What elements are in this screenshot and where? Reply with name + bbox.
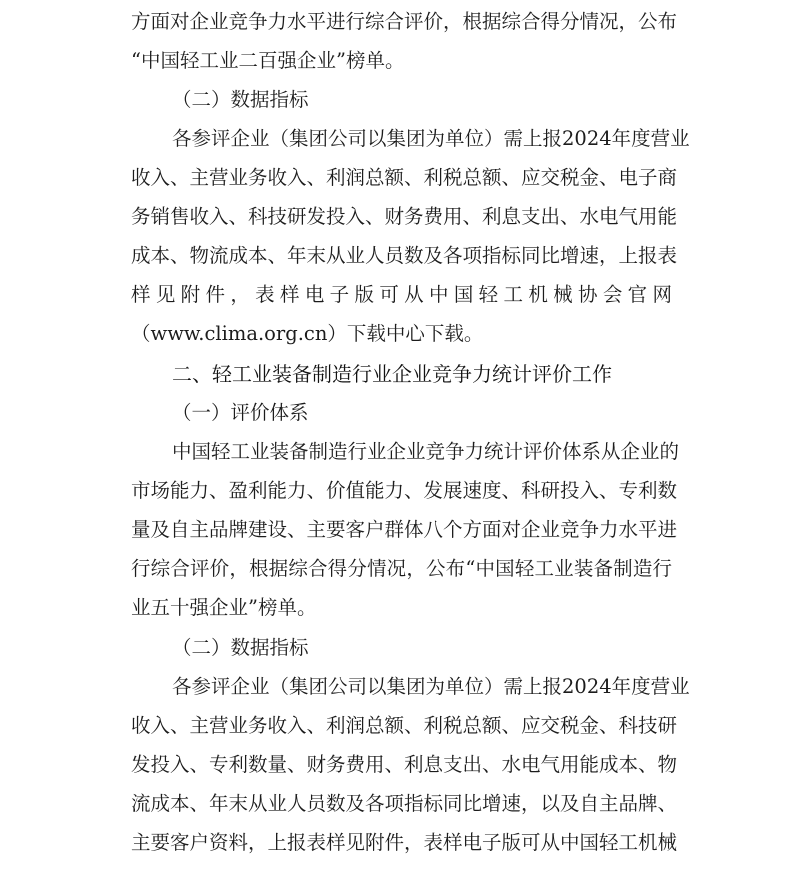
section-heading: 二、轻工业装备制造行业企业竞争力统计评价工作	[172, 362, 612, 386]
body-text-line: 发投入、专利数量、财务费用、利息支出、水电气用能成本、物	[131, 753, 678, 776]
body-text-line: 量及自主品牌建设、主要客户群体八个方面对企业竞争力水平进	[131, 518, 678, 541]
body-text-line: 行综合评价，根据综合得分情况，公布“中国轻工业装备制造行	[131, 557, 672, 580]
section-subheading: （二）数据指标	[172, 88, 309, 111]
section-subheading: （一）评价体系	[172, 401, 309, 424]
section-subheading: （二）数据指标	[172, 636, 309, 659]
body-text-line: 成本、物流成本、年末从业人员数及各项指标同比增速，上报表	[131, 244, 678, 267]
body-text-line: 主要客户资料，上报表样见附件，表样电子版可从中国轻工机械	[131, 831, 678, 854]
body-text-line: 市场能力、盈利能力、价值能力、发展速度、科研投入、专利数	[131, 479, 678, 502]
body-text-line: 方面对企业竞争力水平进行综合评价，根据综合得分情况，公布	[131, 10, 678, 33]
body-text-line: 流成本、年末从业人员数及各项指标同比增速，以及自主品牌、	[131, 792, 678, 815]
body-text-line: 务销售收入、科技研发投入、财务费用、利息支出、水电气用能	[131, 205, 678, 228]
body-text-line: 各参评企业（集团公司以集团为单位）需上报2024年度营业	[172, 675, 690, 698]
body-text-line: 中国轻工业装备制造行业企业竞争力统计评价体系从企业的	[172, 440, 680, 463]
body-text-line: 业五十强企业”榜单。	[131, 596, 317, 619]
body-text-line: （www.clima.org.cn）下载中心下载。	[131, 322, 484, 345]
body-text-line: 样见附件，表样电子版可从中国轻工机械协会官网	[131, 283, 672, 306]
body-text-line: 各参评企业（集团公司以集团为单位）需上报2024年度营业	[172, 127, 690, 150]
body-text-line: 收入、主营业务收入、利润总额、利税总额、应交税金、电子商	[131, 166, 678, 189]
body-text-line: “中国轻工业二百强企业”榜单。	[131, 49, 405, 72]
body-text-line: 收入、主营业务收入、利润总额、利税总额、应交税金、科技研	[131, 714, 678, 737]
